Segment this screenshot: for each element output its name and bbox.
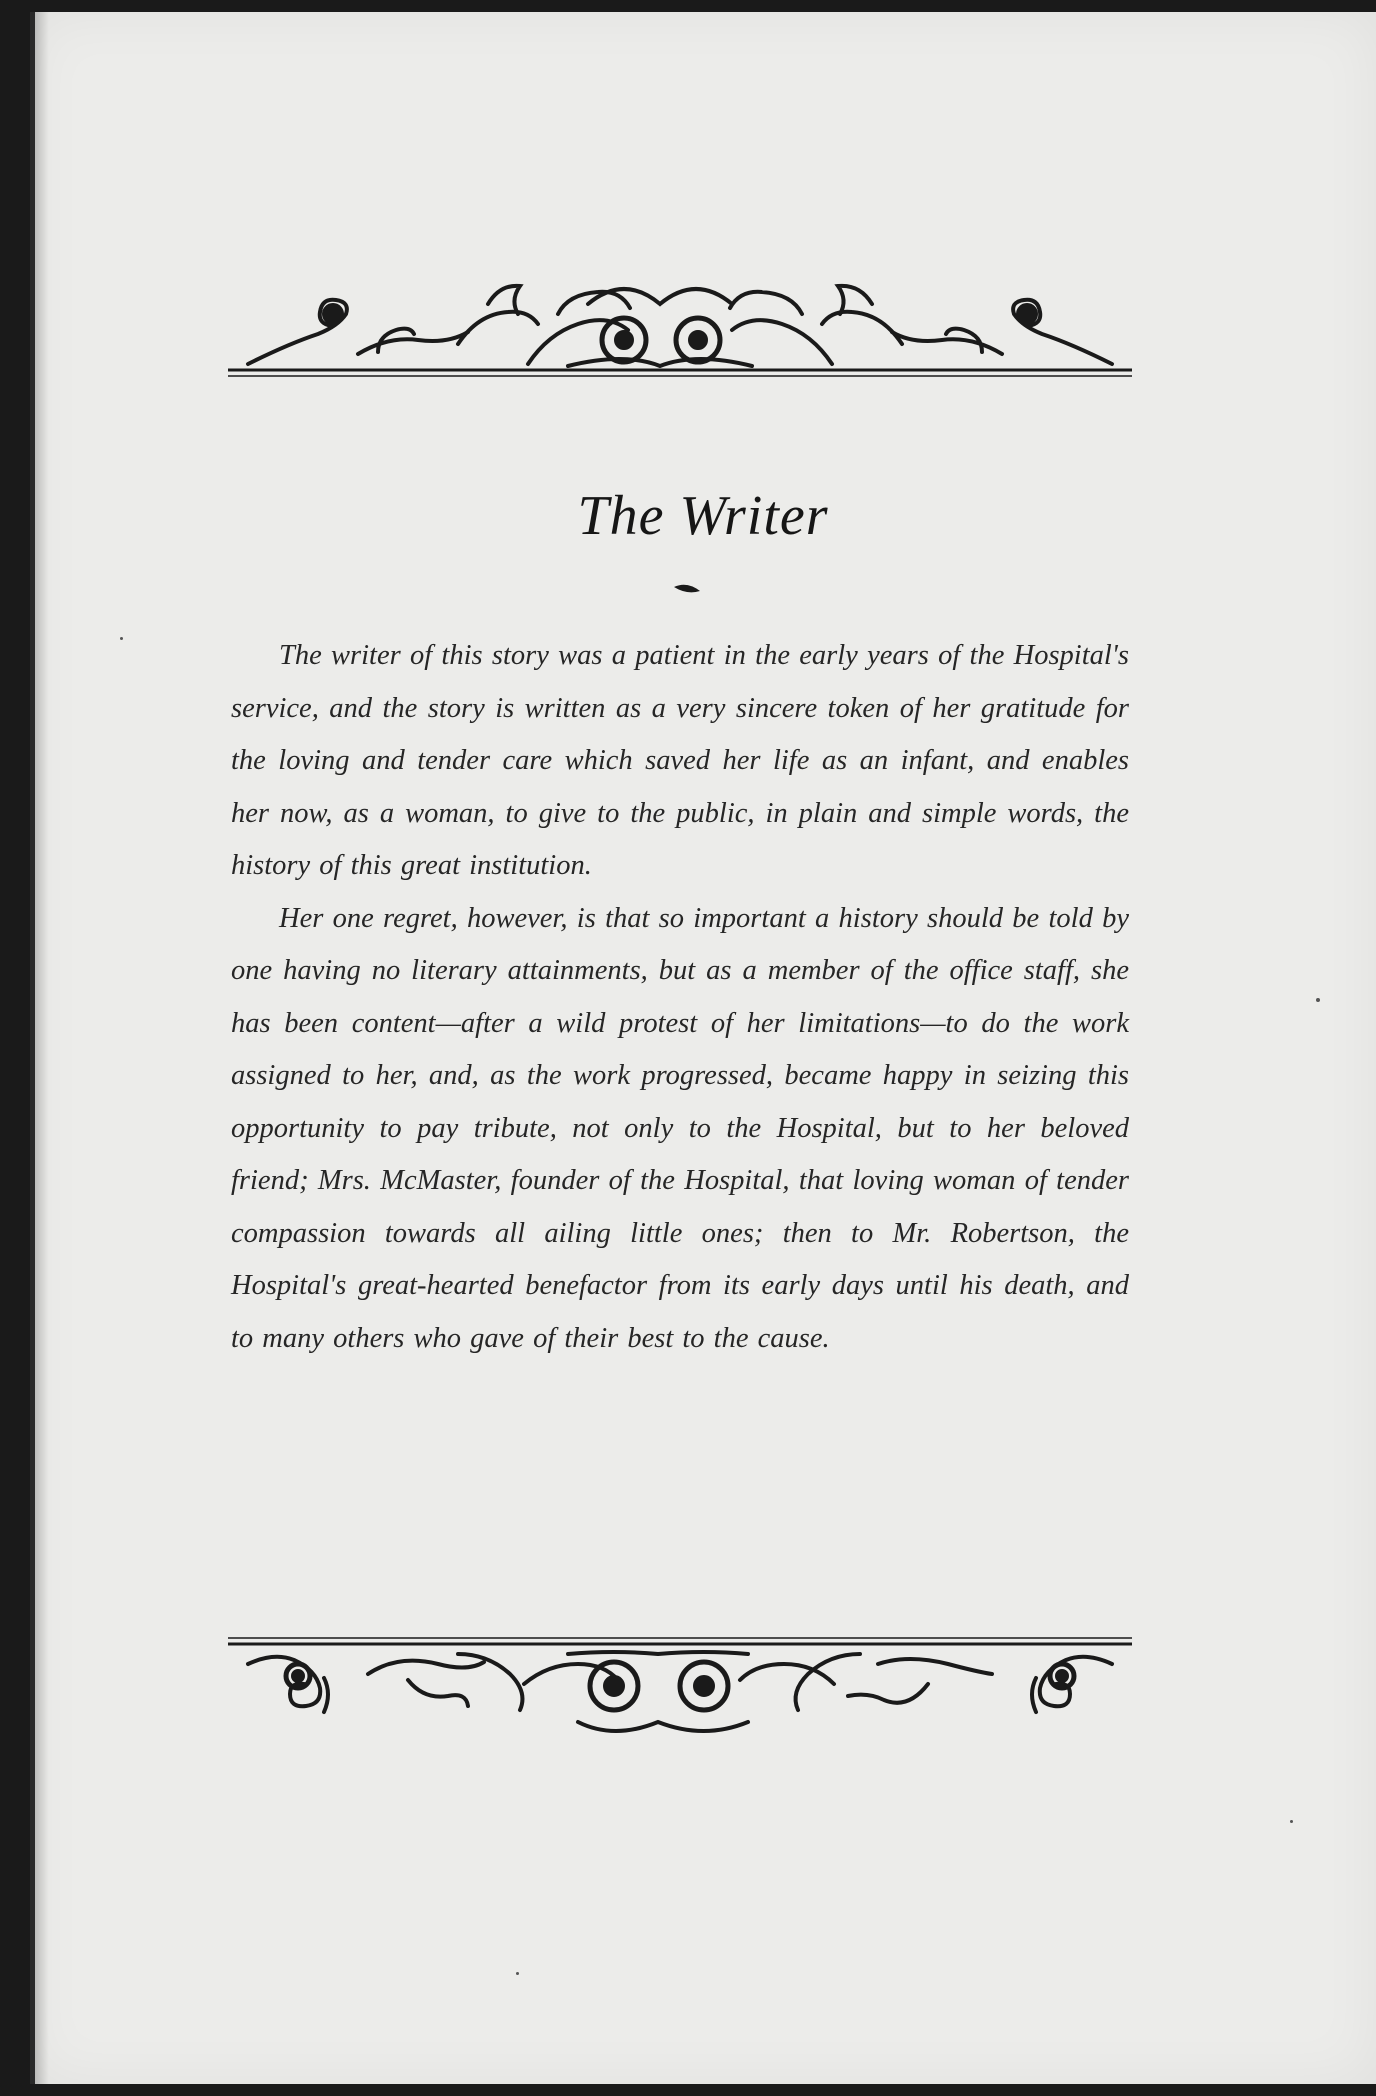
paper-speck [516, 1972, 519, 1975]
binding-shadow [35, 12, 49, 2084]
paragraph-2: Her one regret, however, is that so important a history should be told by one having no literary attainments, but as a member of the office staff, she has been content—after a wild protest of her limitations—to do the work assigned to her, and, as the work progressed, became happy in seizing this opportunity to pay tribute, not only to the Hospital, but to her beloved friend; Mrs. McMaster, founder of the Hospital, that loving woman of tender compassion towards all ailing little ones; then to Mr. Robertson, the Hospital's great-hearted benefactor from its early days until his death, and to many others who gave of their best to the cause. [231, 902, 1129, 1354]
body-text [231, 630, 1129, 1365]
book-page [30, 12, 1376, 2084]
page-title: The Writer [577, 485, 829, 547]
bottom-ornament [228, 1624, 1132, 1744]
title-dash-ornament [673, 583, 701, 595]
paper-speck [120, 637, 123, 640]
paper-speck [1290, 1820, 1293, 1823]
paragraph-1: The writer of this story was a patient in the early years of the Hospital's service, and the story is written as a very sincere token of her gratitude for the loving and tender care which saved her life as an infant, and enables her now, as a woman, to give to the public, in plain and simple words, the history of this great institution. [231, 640, 1129, 881]
paper-speck [1316, 998, 1320, 1002]
top-ornament [228, 274, 1132, 394]
